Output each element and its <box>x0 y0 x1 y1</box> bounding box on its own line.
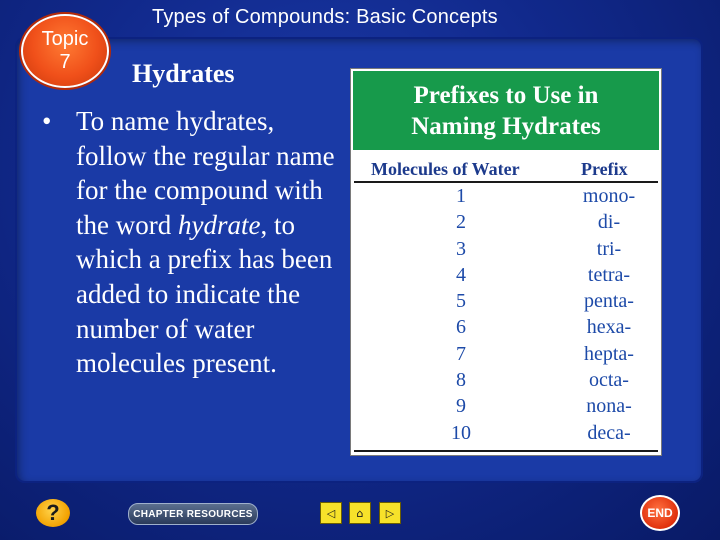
home-icon[interactable]: ⌂ <box>349 502 371 524</box>
help-button[interactable]: ? <box>36 499 70 527</box>
bullet-text-start: To name hydrates, follow the regular name for the compound with the word <box>76 106 335 240</box>
table-title <box>353 71 659 150</box>
table-row <box>351 395 661 421</box>
molecules-cell: 2 <box>456 211 466 234</box>
table-row <box>351 369 661 395</box>
prefix-cell: mono- <box>582 185 636 207</box>
prefix-cell: hexa- <box>586 316 632 339</box>
next-arrow-icon[interactable]: ▷ <box>379 502 401 524</box>
prefix-cell: tri- <box>596 237 622 260</box>
molecules-cell: 3 <box>456 237 466 260</box>
section-title: Hydrates <box>132 59 235 88</box>
prefix-cell: tetra- <box>587 263 631 286</box>
table-row <box>351 343 661 369</box>
prefix-cell: di- <box>597 211 621 234</box>
molecules-cell: 4 <box>456 263 466 286</box>
table-row <box>351 316 661 342</box>
prefix-cell: deca- <box>587 421 631 444</box>
end-button[interactable]: END <box>640 495 680 531</box>
table-row <box>351 238 661 264</box>
table-row <box>351 264 661 290</box>
topic-badge <box>21 14 109 88</box>
table-title-line-1: Prefixes to Use in <box>413 81 599 109</box>
molecules-cell: 5 <box>456 290 466 313</box>
table-title-line-2: Naming Hydrates <box>411 112 601 140</box>
bullet-dot: • <box>42 106 52 136</box>
prefix-cell: penta- <box>584 290 634 313</box>
molecules-cell: 7 <box>456 342 466 365</box>
bullet-item <box>42 104 342 381</box>
table-header-rule <box>354 181 658 183</box>
prefix-cell: hepta- <box>584 342 634 365</box>
molecules-cell: 10 <box>451 421 471 444</box>
prefix-table <box>350 68 662 456</box>
table-row <box>351 290 661 316</box>
table-row <box>351 422 661 448</box>
column-header-prefix: Prefix <box>581 159 628 179</box>
molecules-cell: 9 <box>456 395 466 418</box>
chapter-resources-button[interactable]: CHAPTER RESOURCES <box>128 503 258 525</box>
molecules-cell: 1 <box>456 185 466 207</box>
table-bottom-rule <box>354 450 658 452</box>
prefix-cell: octa- <box>589 369 629 392</box>
table-body <box>351 185 661 448</box>
page-title: Types of Compounds: Basic Concepts <box>152 6 498 28</box>
previous-arrow-icon[interactable]: ◁ <box>320 502 342 524</box>
prefix-cell: nona- <box>586 395 632 418</box>
table-row <box>351 211 661 237</box>
molecules-cell: 8 <box>456 369 466 392</box>
column-header-molecules: Molecules of Water <box>371 159 520 179</box>
topic-label: Topic <box>41 28 89 50</box>
molecules-cell: 6 <box>456 316 466 339</box>
table-row <box>351 185 661 211</box>
topic-number: 7 <box>59 51 71 73</box>
bullet-text <box>76 104 342 381</box>
bullet-text-end: , to which a prefix has been added to indicate the number of water molecules present. <box>76 209 333 379</box>
bullet-text-italic: hydrate <box>177 209 261 240</box>
